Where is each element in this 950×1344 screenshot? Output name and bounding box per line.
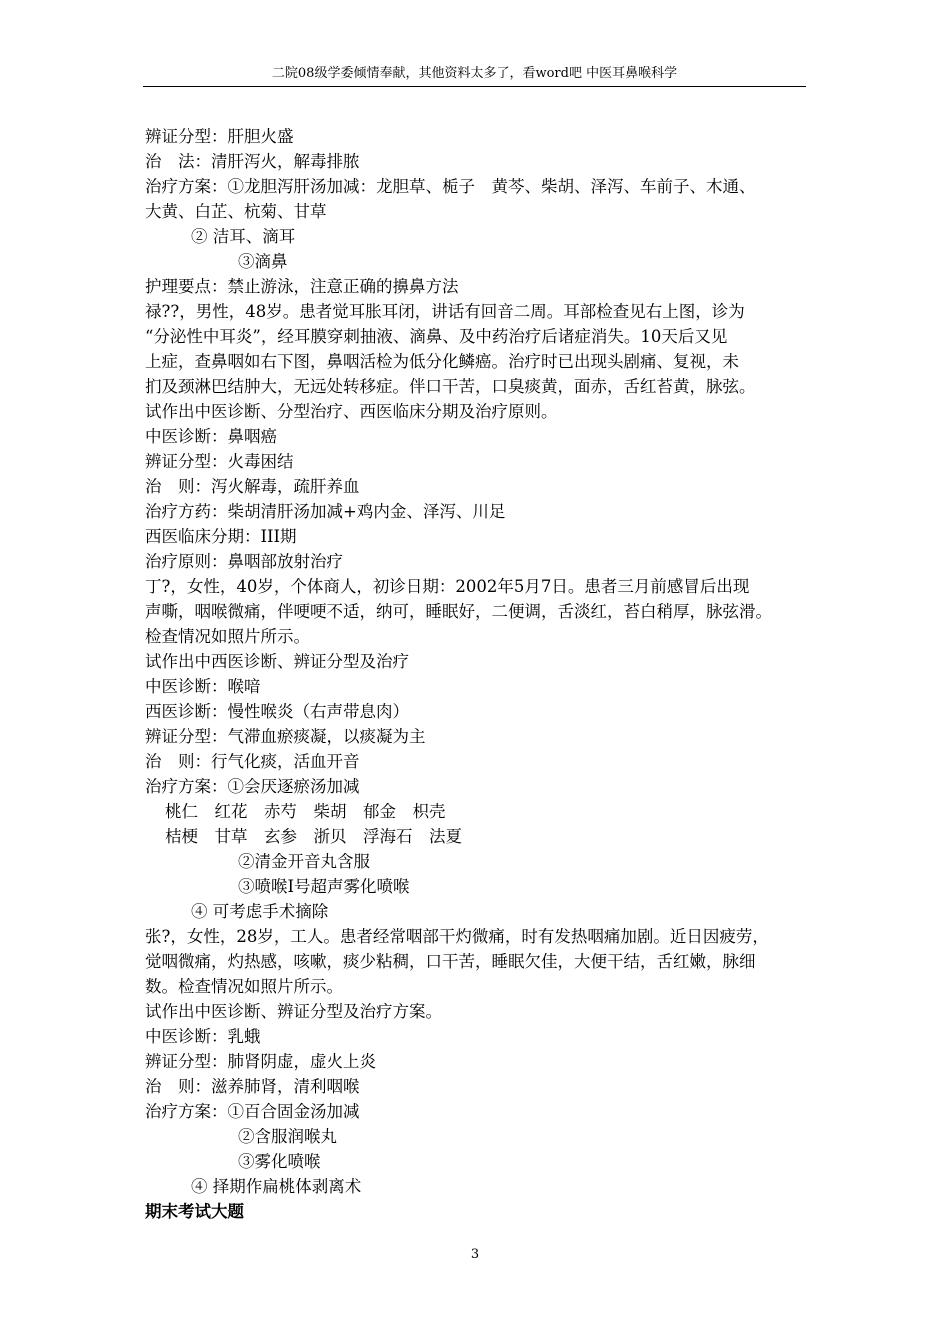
text-line: 辨证分型：肝胆火盛 (145, 127, 294, 146)
text-line: ④ 择期作扁桃体剥离术 (191, 1177, 362, 1196)
text-line: 治疗方案：①百合固金汤加减 (145, 1102, 360, 1121)
text-line: 中医诊断：乳蛾 (145, 1027, 261, 1046)
page-number: 3 (470, 1247, 480, 1262)
text-line: 治疗原则：鼻咽部放射治疗 (145, 552, 343, 571)
text-line: 西医临床分期：III期 (145, 527, 297, 546)
text-line: 西医诊断：慢性喉炎（右声带息肉） (145, 702, 409, 721)
text-line: “分泌性中耳炎”，经耳膜穿刺抽液、滴鼻、及中药治疗后诸症消失。10天后又见 (145, 327, 728, 346)
text-line: 中医诊断：鼻咽癌 (145, 427, 277, 446)
text-line: 觉咽微痛，灼热感，咳嗽，痰少粘稠，口干苦，睡眠欠佳，大便干结，舌红嫩，脉细 (145, 952, 756, 971)
text-line: 数。检查情况如照片所示。 (145, 977, 343, 996)
text-line: 治 则：行气化痰，活血开音 (145, 752, 360, 771)
text-line: 丁?，女性，40岁，个体商人，初诊日期：2002年5月7日。患者三月前感冒后出现 (145, 577, 750, 596)
text-line: 辨证分型：肺肾阴虚，虚火上炎 (145, 1052, 376, 1071)
text-line: ② 洁耳、滴耳 (191, 227, 296, 246)
text-line: 上症，查鼻咽如右下图，鼻咽活检为低分化鳞癌。治疗时已出现头剧痛、复视，未 (145, 352, 739, 371)
text-line: 试作出中医诊断、分型治疗、西医临床分期及治疗原则。 (145, 402, 558, 421)
text-line: 治疗方药：柴胡清肝汤加减+鸡内金、泽泻、川足 (145, 502, 506, 521)
text-line: ③雾化喷喉 (238, 1152, 321, 1171)
text-line: ②清金开音丸含服 (238, 852, 370, 871)
text-line: 扪及颈淋巴结肿大，无远处转移症。伴口干苦，口臭痰黄，面赤，舌红苔黄，脉弦。 (145, 377, 756, 396)
text-line: 声嘶，咽喉微痛，伴哽哽不适，纳可，睡眠好，二便调，舌淡红，苔白稍厚，脉弦滑。 (145, 602, 772, 621)
text-line: ④ 可考虑手术摘除 (191, 902, 329, 921)
page-header: 二院08级学委倾情奉献，其他资料太多了，看word吧 中医耳鼻喉科学 (143, 64, 806, 87)
text-line: 治 则：滋养肺肾，清利咽喉 (145, 1077, 360, 1096)
section-heading: 期末考试大题 (145, 1202, 244, 1221)
text-line: 治 则：泻火解毒，疏肝养血 (145, 477, 360, 496)
text-line: ③滴鼻 (238, 252, 288, 271)
text-line: 试作出中西医诊断、辨证分型及治疗 (145, 652, 409, 671)
document-body (145, 124, 815, 1224)
text-line: 大黄、白芷、杭菊、甘草 (145, 202, 327, 221)
text-line: 桃仁 红花 赤芍 柴胡 郁金 枳壳 (165, 802, 446, 821)
text-line: 中医诊断：喉喑 (145, 677, 261, 696)
text-line: 治疗方案：①龙胆泻肝汤加减：龙胆草、栀子 黄芩、柴胡、泽泻、车前子、木通、 (145, 177, 756, 196)
text-line: ②含服润喉丸 (238, 1127, 337, 1146)
text-line: 治疗方案：①会厌逐瘀汤加减 (145, 777, 360, 796)
text-line: 禄??，男性，48岁。患者觉耳胀耳闭，讲话有回音二周。耳部检查见右上图，诊为 (145, 302, 745, 321)
text-line: ③喷喉Ⅰ号超声雾化喷喉 (238, 877, 410, 896)
text-line: 检查情况如照片所示。 (145, 627, 310, 646)
text-line: 张?，女性，28岁，工人。患者经常咽部干灼微痛，时有发热咽痛加剧。近日因疲劳， (145, 927, 769, 946)
text-line: 试作出中医诊断、辨证分型及治疗方案。 (145, 1002, 442, 1021)
text-line: 辨证分型：气滞血瘀痰凝，以痰凝为主 (145, 727, 426, 746)
text-line: 桔梗 甘草 玄参 浙贝 浮海石 法夏 (165, 827, 462, 846)
text-line: 护理要点：禁止游泳，注意正确的擤鼻方法 (145, 277, 459, 296)
text-line: 辨证分型：火毒困结 (145, 452, 294, 471)
text-line: 治 法：清肝泻火，解毒排脓 (145, 152, 360, 171)
